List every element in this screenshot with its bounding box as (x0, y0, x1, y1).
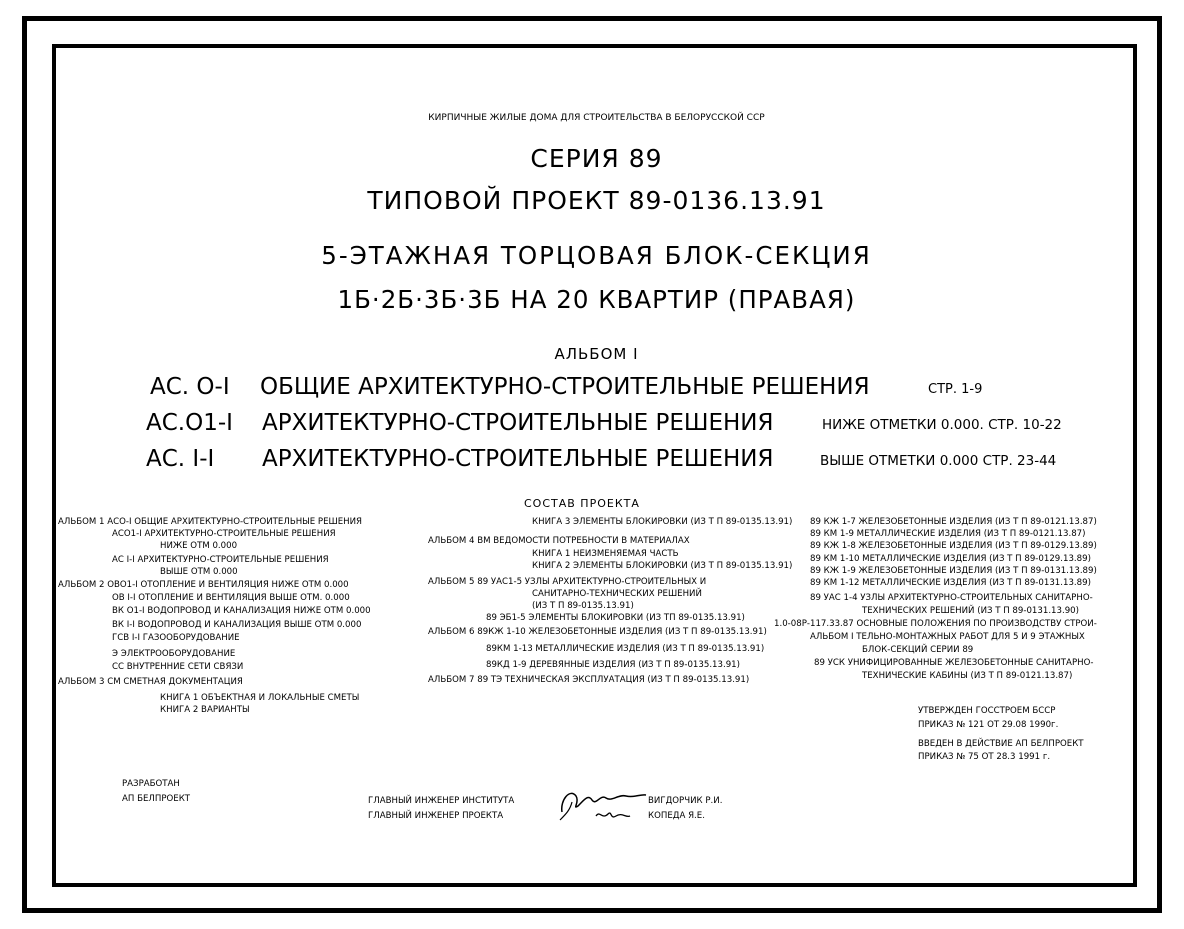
developed-label: РАЗРАБОТАН (122, 779, 180, 789)
composition-middle-item: АЛЬБОМ 5 89 УАС1-5 УЗЛЫ АРХИТЕКТУРНО-СТРОИТЕЛЬНЫХ И (428, 577, 707, 587)
signature-icon (556, 780, 648, 826)
composition-left-item: АСО1-I АРХИТЕКТУРНО-СТРОИТЕЛЬНЫЕ РЕШЕНИЯ (112, 529, 336, 539)
album-line-1-note: СТР. 1-9 (928, 382, 983, 397)
composition-left-item: ВК I-I ВОДОПРОВОД И КАНАЛИЗАЦИЯ ВЫШЕ ОТМ 0.000 (112, 620, 362, 630)
composition-left-item: ГСВ I-I ГАЗООБОРУДОВАНИЕ (112, 633, 240, 643)
composition-middle-item: КНИГА 3 ЭЛЕМЕНТЫ БЛОКИРОВКИ (ИЗ Т П 89-0135.13.91) (532, 517, 793, 527)
title-line-1: 5-ЭТАЖНАЯ ТОРЦОВАЯ БЛОК-СЕКЦИЯ (321, 241, 872, 270)
project-title: ТИПОВОЙ ПРОЕКТ 89-0136.13.91 (367, 186, 826, 215)
composition-right-item: ТЕХНИЧЕСКИЕ КАБИНЫ (ИЗ Т П 89-0121.13.87) (862, 671, 1073, 681)
composition-right-item: БЛОК-СЕКЦИЙ СЕРИИ 89 (862, 645, 974, 655)
approval-line-4: ПРИКАЗ № 75 ОТ 28.3 1991 г. (918, 752, 1051, 762)
composition-left-item: ОВ I-I ОТОПЛЕНИЕ И ВЕНТИЛЯЦИЯ ВЫШЕ ОТМ. 0.000 (112, 593, 350, 603)
composition-right-item: 89 КЖ 1-9 ЖЕЛЕЗОБЕТОННЫЕ ИЗДЕЛИЯ (ИЗ Т П 89-0131.13.89) (810, 566, 1097, 576)
composition-left-item: КНИГА 2 ВАРИАНТЫ (160, 705, 250, 715)
composition-left-item: СС ВНУТРЕННИЕ СЕТИ СВЯЗИ (112, 662, 244, 672)
composition-left-item: АЛЬБОМ 2 ОВО1-I ОТОПЛЕНИЕ И ВЕНТИЛЯЦИЯ НИЖЕ ОТМ 0.000 (58, 580, 349, 590)
approval-line-2: ПРИКАЗ № 121 ОТ 29.08 1990г. (918, 720, 1059, 730)
album-line-3-note: ВЫШЕ ОТМЕТКИ 0.000 СТР. 23-44 (820, 453, 1057, 469)
album-line-2-note: НИЖЕ ОТМЕТКИ 0.000. СТР. 10-22 (822, 417, 1062, 433)
album-line-1-code: АС. О-I (150, 374, 230, 400)
composition-right-item: 1.0-08Р-117.33.87 ОСНОВНЫЕ ПОЛОЖЕНИЯ ПО ПРОИЗВОДСТВУ СТРОИ- (774, 619, 1097, 629)
composition-right-item: 89 УАС 1-4 УЗЛЫ АРХИТЕКТУРНО-СТРОИТЕЛЬНЫХ САНИТАРНО- (810, 593, 1093, 603)
developed-by: АП БЕЛПРОЕКТ (122, 794, 191, 804)
composition-middle-item: АЛЬБОМ 6 89КЖ 1-10 ЖЕЛЕЗОБЕТОННЫЕ ИЗДЕЛИЯ (ИЗ Т П 89-0135.13.91) (428, 627, 767, 637)
title-line-2: 1Б·2Б·3Б·3Б НА 20 КВАРТИР (ПРАВАЯ) (337, 285, 856, 314)
composition-right-item: 89 УСК УНИФИЦИРОВАННЫЕ ЖЕЛЕЗОБЕТОННЫЕ САНИТАРНО- (814, 658, 1094, 668)
chief-engineer-label: ГЛАВНЫЙ ИНЖЕНЕР ИНСТИТУТА (368, 796, 515, 806)
composition-left-item: ВЫШЕ ОТМ 0.000 (160, 567, 238, 577)
composition-middle-item: АЛЬБОМ 4 ВМ ВЕДОМОСТИ ПОТРЕБНОСТИ В МАТЕРИАЛАХ (428, 536, 690, 546)
composition-middle-item: 89КМ 1-13 МЕТАЛЛИЧЕСКИЕ ИЗДЕЛИЯ (ИЗ Т П 89-0135.13.91) (486, 644, 765, 654)
composition-left-item: АЛЬБОМ 3 СМ СМЕТНАЯ ДОКУМЕНТАЦИЯ (58, 677, 243, 687)
composition-left-item: ВК О1-I ВОДОПРОВОД И КАНАЛИЗАЦИЯ НИЖЕ ОТМ 0.000 (112, 606, 371, 616)
composition-left-item: Э ЭЛЕКТРООБОРУДОВАНИЕ (112, 649, 236, 659)
composition-middle-item: САНИТАРНО-ТЕХНИЧЕСКИХ РЕШЕНИЙ (532, 589, 702, 599)
composition-left-item: АС I-I АРХИТЕКТУРНО-СТРОИТЕЛЬНЫЕ РЕШЕНИЯ (112, 555, 329, 565)
album-line-3-code: АС. I-I (146, 446, 215, 472)
composition-middle-item: АЛЬБОМ 7 89 ТЭ ТЕХНИЧЕСКАЯ ЭКСПЛУАТАЦИЯ (ИЗ Т П 89-0135.13.91) (428, 675, 750, 685)
project-engineer-label: ГЛАВНЫЙ ИНЖЕНЕР ПРОЕКТА (368, 811, 504, 821)
chief-engineer-name: ВИГДОРЧИК Р.И. (648, 796, 723, 806)
album-line-1-title: ОБЩИЕ АРХИТЕКТУРНО-СТРОИТЕЛЬНЫЕ РЕШЕНИЯ (260, 374, 870, 400)
composition-right-item: ТЕХНИЧЕСКИХ РЕШЕНИЙ (ИЗ Т П 89-0131.13.90) (862, 606, 1080, 616)
composition-middle-item: КНИГА 1 НЕИЗМЕНЯЕМАЯ ЧАСТЬ (532, 549, 679, 559)
album-line-2-title: АРХИТЕКТУРНО-СТРОИТЕЛЬНЫЕ РЕШЕНИЯ (262, 410, 774, 436)
album-title: АЛЬБОМ I (554, 345, 639, 363)
composition-right-item: 89 КМ 1-12 МЕТАЛЛИЧЕСКИЕ ИЗДЕЛИЯ (ИЗ Т П 89-0131.13.89) (810, 578, 1091, 588)
composition-middle-item: 89 ЭБ1-5 ЭЛЕМЕНТЫ БЛОКИРОВКИ (ИЗ ТП 89-0135.13.91) (486, 613, 745, 623)
composition-left-item: КНИГА 1 ОБЪЕКТНАЯ И ЛОКАЛЬНЫЕ СМЕТЫ (160, 693, 360, 703)
composition-middle-item: 89КД 1-9 ДЕРЕВЯННЫЕ ИЗДЕЛИЯ (ИЗ Т П 89-0135.13.91) (486, 660, 741, 670)
composition-right-item: 89 КМ 1-9 МЕТАЛЛИЧЕСКИЕ ИЗДЕЛИЯ (ИЗ Т П 89-0121.13.87) (810, 529, 1086, 539)
composition-middle-item: КНИГА 2 ЭЛЕМЕНТЫ БЛОКИРОВКИ (ИЗ Т П 89-0135.13.91) (532, 561, 793, 571)
composition-right-item: АЛЬБОМ I ТЕЛЬНО-МОНТАЖНЫХ РАБОТ ДЛЯ 5 И 9 ЭТАЖНЫХ (810, 632, 1085, 642)
album-line-2-code: АС.О1-I (146, 410, 233, 436)
composition-right-item: 89 КМ 1-10 МЕТАЛЛИЧЕСКИЕ ИЗДЕЛИЯ (ИЗ Т П 89-0129.13.89) (810, 554, 1091, 564)
series-title: СЕРИЯ 89 (530, 144, 663, 173)
composition-right-item: 89 КЖ 1-8 ЖЕЛЕЗОБЕТОННЫЕ ИЗДЕЛИЯ (ИЗ Т П 89-0129.13.89) (810, 541, 1097, 551)
composition-heading: СОСТАВ ПРОЕКТА (524, 497, 640, 510)
composition-middle-item: (ИЗ Т П 89-0135.13.91) (532, 601, 634, 611)
composition-right-item: 89 КЖ 1-7 ЖЕЛЕЗОБЕТОННЫЕ ИЗДЕЛИЯ (ИЗ Т П 89-0121.13.87) (810, 517, 1097, 527)
project-engineer-name: КОПЕДА Я.Е. (648, 811, 705, 821)
approval-line-3: ВВЕДЕН В ДЕЙСТВИЕ АП БЕЛПРОЕКТ (918, 739, 1084, 749)
header-subtitle: КИРПИЧНЫЕ ЖИЛЫЕ ДОМА ДЛЯ СТРОИТЕЛЬСТВА В БЕЛОРУССКОЙ ССР (428, 113, 765, 123)
composition-left-item: НИЖЕ ОТМ 0.000 (160, 541, 238, 551)
album-line-3-title: АРХИТЕКТУРНО-СТРОИТЕЛЬНЫЕ РЕШЕНИЯ (262, 446, 774, 472)
approval-line-1: УТВЕРЖДЕН ГОССТРОЕМ БССР (918, 706, 1056, 716)
composition-left-item: АЛЬБОМ 1 АСО-I ОБЩИЕ АРХИТЕКТУРНО-СТРОИТЕЛЬНЫЕ РЕШЕНИЯ (58, 517, 363, 527)
